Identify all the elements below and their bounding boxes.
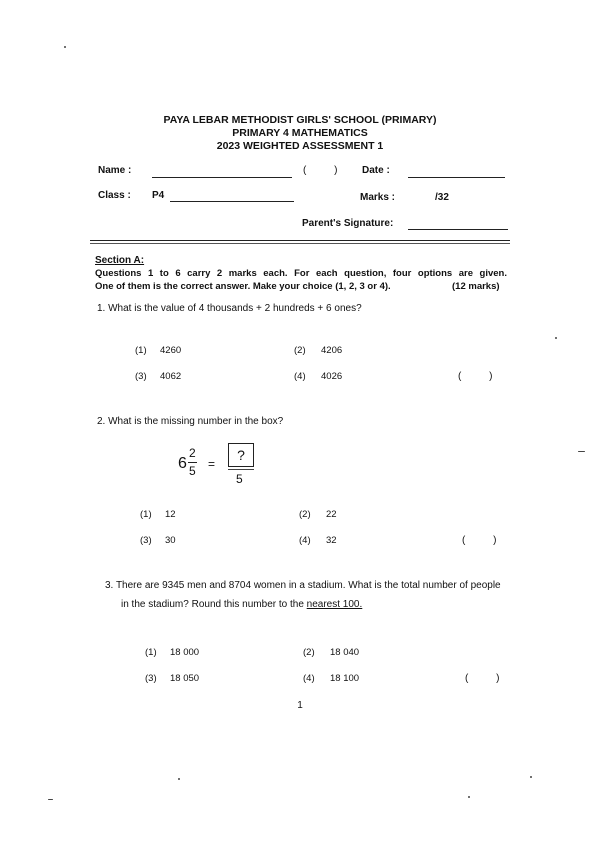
- question-3-nearest-100: nearest 100.: [306, 599, 363, 610]
- q1-option-1-num: (1): [135, 345, 147, 356]
- missing-number-box: ?: [228, 443, 254, 467]
- rhs-fraction-bar: [228, 469, 254, 470]
- q1-option-3-num: (3): [135, 371, 147, 382]
- scan-speck: [178, 778, 180, 780]
- mixed-denominator: 5: [189, 464, 196, 478]
- school-name: PAYA LEBAR METHODIST GIRLS' SCHOOL (PRIMARY): [163, 114, 437, 126]
- marks-label: Marks :: [360, 192, 396, 203]
- q1-option-2-num: (2): [294, 345, 306, 356]
- fraction-equation: [178, 445, 288, 495]
- q2-option-2-value: 22: [326, 509, 337, 520]
- scan-speck: [578, 451, 585, 452]
- q2-option-1-num: (1): [140, 509, 152, 520]
- scan-speck: [468, 796, 470, 798]
- q3-option-3-value: 18 050: [170, 673, 200, 684]
- q1-answer-paren[interactable]: ( ): [458, 371, 493, 382]
- scan-speck: [530, 776, 532, 778]
- signature-line[interactable]: [408, 229, 508, 230]
- q3-answer-paren[interactable]: ( ): [465, 673, 500, 684]
- q3-option-4-num: (4): [303, 673, 315, 684]
- subject-title: PRIMARY 4 MATHEMATICS: [232, 127, 368, 139]
- question-1-text: 1. What is the value of 4 thousands + 2 hundreds + 6 ones?: [97, 303, 362, 314]
- name-label: Name :: [98, 165, 132, 176]
- q2-option-3-num: (3): [140, 535, 152, 546]
- q2-option-1-value: 12: [165, 509, 176, 520]
- q1-option-2-value: 4206: [321, 345, 343, 356]
- scan-speck: [48, 799, 53, 800]
- q1-option-4-num: (4): [294, 371, 306, 382]
- q3-option-2-value: 18 040: [330, 647, 360, 658]
- divider-top: [90, 240, 510, 241]
- marks-total: /32: [435, 192, 449, 203]
- class-label: Class :: [98, 190, 131, 201]
- q3-option-1-value: 18 000: [170, 647, 200, 658]
- q1-option-4-value: 4026: [321, 371, 343, 382]
- mixed-fraction-bar: [188, 462, 197, 463]
- mixed-whole: 6: [178, 455, 187, 472]
- question-3-text-line2-prefix: in the stadium? Round this number to the: [121, 599, 307, 610]
- q2-option-4-num: (4): [299, 535, 311, 546]
- q2-option-2-num: (2): [299, 509, 311, 520]
- section-marks: (12 marks): [452, 281, 500, 292]
- date-line[interactable]: [408, 177, 505, 178]
- class-value: P4: [152, 190, 165, 201]
- question-2-text: 2. What is the missing number in the box?: [97, 416, 284, 427]
- q1-option-3-value: 4062: [160, 371, 182, 382]
- name-line[interactable]: [152, 177, 292, 178]
- page-number: 1: [297, 700, 303, 711]
- q2-option-4-value: 32: [326, 535, 337, 546]
- section-instructions-1: Questions 1 to 6 carry 2 marks each. For each question, four options are given.: [95, 268, 507, 279]
- scan-speck: [555, 337, 557, 339]
- section-title: Section A:: [95, 255, 145, 266]
- q3-option-2-num: (2): [303, 647, 315, 658]
- equals-sign: =: [208, 457, 216, 471]
- date-label: Date :: [362, 165, 390, 176]
- question-3-text-line1: 3. There are 9345 men and 8704 women in a stadium. What is the total number of people: [105, 580, 501, 591]
- register-number-paren: ( ): [303, 165, 338, 176]
- q1-option-1-value: 4260: [160, 345, 182, 356]
- q3-option-4-value: 18 100: [330, 673, 360, 684]
- section-instructions-2: One of them is the correct answer. Make your choice (1, 2, 3 or 4).: [95, 281, 391, 292]
- divider-bottom: [90, 243, 510, 244]
- class-line[interactable]: [170, 201, 294, 202]
- scan-speck: [64, 46, 66, 48]
- assessment-title: 2023 WEIGHTED ASSESSMENT 1: [216, 140, 384, 152]
- q2-answer-paren[interactable]: ( ): [462, 535, 497, 546]
- question-3-text-line2: [121, 599, 362, 610]
- q3-option-1-num: (1): [145, 647, 157, 658]
- q3-option-3-num: (3): [145, 673, 157, 684]
- signature-label: Parent's Signature:: [302, 218, 394, 229]
- rhs-denominator: 5: [236, 472, 243, 486]
- q2-option-3-value: 30: [165, 535, 176, 546]
- mixed-numerator: 2: [189, 446, 196, 460]
